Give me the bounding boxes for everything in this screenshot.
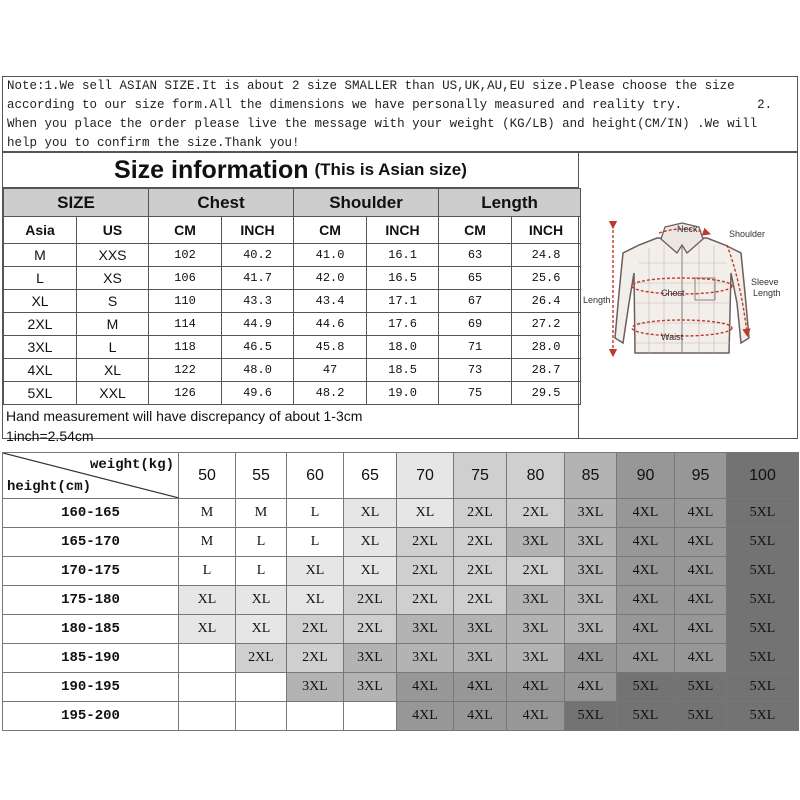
height-row <box>3 586 799 615</box>
size-recommendation-cell: 5XL <box>675 702 727 731</box>
size-recommendation-cell: 3XL <box>397 615 454 644</box>
size-recommendation-cell: XL <box>236 615 287 644</box>
size-cell: 118 <box>149 336 222 359</box>
size-note <box>2 76 798 152</box>
size-cell: 18.0 <box>367 336 439 359</box>
size-recommendation-cell: XL <box>344 528 397 557</box>
size-recommendation-cell: L <box>287 528 344 557</box>
size-recommendation-cell: XL <box>287 586 344 615</box>
size-recommendation-cell: 4XL <box>507 702 565 731</box>
size-cell: 49.6 <box>222 382 294 405</box>
height-range: 190-195 <box>3 673 179 702</box>
size-recommendation-cell: 3XL <box>397 644 454 673</box>
weight-header-50: 50 <box>179 453 236 499</box>
size-recommendation-cell <box>179 644 236 673</box>
size-recommendation-cell: 2XL <box>507 557 565 586</box>
size-recommendation-cell: 3XL <box>454 644 507 673</box>
size-recommendation-cell: L <box>236 557 287 586</box>
size-recommendation-cell <box>236 702 287 731</box>
size-cell: 102 <box>149 244 222 267</box>
size-recommendation-cell: 3XL <box>565 586 617 615</box>
size-recommendation-cell: 3XL <box>507 644 565 673</box>
size-recommendation-cell: 4XL <box>397 702 454 731</box>
size-recommendation-cell: 4XL <box>617 615 675 644</box>
size-cell: 106 <box>149 267 222 290</box>
size-recommendation-cell <box>287 702 344 731</box>
size-recommendation-cell: 3XL <box>344 673 397 702</box>
height-range: 165-170 <box>3 528 179 557</box>
size-recommendation-cell: 4XL <box>617 586 675 615</box>
size-recommendation-cell: 2XL <box>344 586 397 615</box>
size-notes <box>3 405 578 447</box>
size-recommendation-cell: 4XL <box>675 528 727 557</box>
label-sleeve: Sleeve <box>751 277 779 287</box>
height-axis-label: height(cm) <box>7 479 92 495</box>
size-recommendation-cell: L <box>179 557 236 586</box>
size-recommendation-cell: 4XL <box>565 673 617 702</box>
size-cell: 29.5 <box>512 382 581 405</box>
size-recommendation-cell: 4XL <box>617 557 675 586</box>
size-recommendation-cell: 3XL <box>454 615 507 644</box>
size-recommendation-cell: 3XL <box>287 673 344 702</box>
size-recommendation-cell: XL <box>179 615 236 644</box>
size-recommendation-cell: L <box>236 528 287 557</box>
size-recommendation-cell: XL <box>344 499 397 528</box>
size-recommendation-cell: 2XL <box>344 615 397 644</box>
size-cell: 2XL <box>4 313 77 336</box>
size-cell: 44.9 <box>222 313 294 336</box>
size-recommendation-cell: 4XL <box>675 499 727 528</box>
size-recommendation-cell: 4XL <box>675 586 727 615</box>
size-recommendation-cell: 5XL <box>727 673 799 702</box>
weight-height-body <box>3 499 799 731</box>
size-cell: 3XL <box>4 336 77 359</box>
size-recommendation-cell: 4XL <box>397 673 454 702</box>
weight-header-70: 70 <box>397 453 454 499</box>
size-cell: 71 <box>439 336 512 359</box>
size-recommendation-cell: 2XL <box>454 499 507 528</box>
size-cell: M <box>77 313 149 336</box>
size-recommendation-cell: XL <box>397 499 454 528</box>
size-title-main: Size information <box>114 155 309 184</box>
size-recommendation-cell: 4XL <box>675 615 727 644</box>
size-recommendation-cell: 5XL <box>727 586 799 615</box>
weight-header-75: 75 <box>454 453 507 499</box>
size-recommendation-cell: 5XL <box>727 644 799 673</box>
size-recommendation-cell: 3XL <box>565 557 617 586</box>
height-row <box>3 673 799 702</box>
size-row <box>4 267 581 290</box>
size-recommendation-cell: 2XL <box>397 586 454 615</box>
subheader-6: CM <box>439 217 512 244</box>
size-recommendation-cell <box>344 702 397 731</box>
height-range: 170-175 <box>3 557 179 586</box>
size-cell: 17.6 <box>367 313 439 336</box>
weight-height-size-table <box>2 452 799 731</box>
size-cell: 19.0 <box>367 382 439 405</box>
size-row <box>4 382 581 405</box>
note-line-1: Note:1.We sell ASIAN SIZE.It is about 2 size SMALLER than US,UK,AU,EU size.Please choose the size <box>7 79 735 93</box>
size-cell: 73 <box>439 359 512 382</box>
size-cell: 67 <box>439 290 512 313</box>
label-shoulder: Shoulder <box>729 229 766 239</box>
note-line-4: help you to confirm the size.Thank you! <box>7 136 300 150</box>
size-cell: 43.3 <box>222 290 294 313</box>
size-cell: 114 <box>149 313 222 336</box>
size-cell: S <box>77 290 149 313</box>
size-recommendation-cell: 5XL <box>565 702 617 731</box>
size-row <box>4 336 581 359</box>
size-title <box>3 153 578 188</box>
subheader-4: CM <box>294 217 367 244</box>
size-cell: 41.0 <box>294 244 367 267</box>
weight-header-row <box>3 453 799 499</box>
height-range: 180-185 <box>3 615 179 644</box>
size-cell: 47 <box>294 359 367 382</box>
size-cell: 24.8 <box>512 244 581 267</box>
weight-header-60: 60 <box>287 453 344 499</box>
size-cell: 28.7 <box>512 359 581 382</box>
height-row <box>3 499 799 528</box>
label-waist: Waist <box>661 332 684 342</box>
size-recommendation-cell: 3XL <box>565 615 617 644</box>
shirt-measurement-illustration <box>579 152 798 439</box>
size-cell: 45.8 <box>294 336 367 359</box>
size-cell: 65 <box>439 267 512 290</box>
group-length: Length <box>439 189 581 217</box>
weight-axis-label: weight(kg) <box>89 457 174 473</box>
size-recommendation-cell: 3XL <box>565 499 617 528</box>
size-cell: 28.0 <box>512 336 581 359</box>
size-recommendation-cell: 5XL <box>727 702 799 731</box>
weight-header-100: 100 <box>727 453 799 499</box>
size-cell: XL <box>4 290 77 313</box>
group-size: SIZE <box>4 189 149 217</box>
size-cell: 42.0 <box>294 267 367 290</box>
size-cell: 27.2 <box>512 313 581 336</box>
size-recommendation-cell: 4XL <box>454 673 507 702</box>
size-recommendation-cell: 5XL <box>675 673 727 702</box>
size-recommendation-cell: 5XL <box>727 499 799 528</box>
size-recommendation-cell <box>236 673 287 702</box>
label-length: Length <box>583 295 611 305</box>
size-row <box>4 244 581 267</box>
height-row <box>3 557 799 586</box>
size-table <box>3 188 581 405</box>
size-recommendation-cell: 2XL <box>454 528 507 557</box>
size-recommendation-cell: 2XL <box>454 586 507 615</box>
size-cell: 4XL <box>4 359 77 382</box>
size-cell: XL <box>77 359 149 382</box>
size-cell: XS <box>77 267 149 290</box>
subheader-3: INCH <box>222 217 294 244</box>
size-row <box>4 290 581 313</box>
label-sleeve-length: Length <box>753 288 781 298</box>
size-cell: XXS <box>77 244 149 267</box>
size-recommendation-cell: 3XL <box>507 586 565 615</box>
shirt-drawing <box>579 153 797 438</box>
size-recommendation-cell: 2XL <box>507 499 565 528</box>
size-cell: 16.1 <box>367 244 439 267</box>
height-row <box>3 528 799 557</box>
label-chest: Chest <box>661 288 685 298</box>
size-cell: 43.4 <box>294 290 367 313</box>
group-chest: Chest <box>149 189 294 217</box>
size-recommendation-cell: 4XL <box>617 499 675 528</box>
size-row <box>4 359 581 382</box>
size-table-group-header <box>4 189 581 217</box>
size-recommendation-cell: 2XL <box>397 528 454 557</box>
height-range: 160-165 <box>3 499 179 528</box>
size-cell: 16.5 <box>367 267 439 290</box>
subheader-7: INCH <box>512 217 581 244</box>
note-line-3: When you place the order please live the message with your weight (KG/LB) and height(CM/IN) .We will <box>7 117 758 131</box>
size-recommendation-cell <box>179 702 236 731</box>
size-note-discrepancy: Hand measurement will have discrepancy of about 1-3cm <box>6 408 363 424</box>
size-recommendation-cell: 5XL <box>617 673 675 702</box>
size-cell: 17.1 <box>367 290 439 313</box>
size-cell: 122 <box>149 359 222 382</box>
height-row <box>3 644 799 673</box>
height-row <box>3 702 799 731</box>
size-recommendation-cell: 5XL <box>727 615 799 644</box>
size-recommendation-cell: 2XL <box>454 557 507 586</box>
size-recommendation-cell: 2XL <box>236 644 287 673</box>
size-recommendation-cell: XL <box>344 557 397 586</box>
size-cell: 48.2 <box>294 382 367 405</box>
size-cell: 69 <box>439 313 512 336</box>
size-cell: 63 <box>439 244 512 267</box>
weight-header-90: 90 <box>617 453 675 499</box>
size-cell: 25.6 <box>512 267 581 290</box>
size-recommendation-cell: M <box>236 499 287 528</box>
size-cell: 110 <box>149 290 222 313</box>
size-recommendation-cell: M <box>179 528 236 557</box>
weight-header-55: 55 <box>236 453 287 499</box>
size-cell: XXL <box>77 382 149 405</box>
height-row <box>3 615 799 644</box>
subheader-5: INCH <box>367 217 439 244</box>
size-cell: 5XL <box>4 382 77 405</box>
size-recommendation-cell: 2XL <box>397 557 454 586</box>
size-cell: L <box>4 267 77 290</box>
subheader-0: Asia <box>4 217 77 244</box>
size-cell: 75 <box>439 382 512 405</box>
size-recommendation-cell: 5XL <box>617 702 675 731</box>
size-table-subheader <box>4 217 581 244</box>
size-table-body <box>4 244 581 405</box>
size-recommendation-cell: 4XL <box>565 644 617 673</box>
size-title-sub: (This is Asian size) <box>314 160 467 179</box>
size-cell: 18.5 <box>367 359 439 382</box>
note-line-2: according to our size form.All the dimensions we have personally measured and reality try. 2. <box>7 98 773 112</box>
weight-header-65: 65 <box>344 453 397 499</box>
size-recommendation-cell: 3XL <box>507 528 565 557</box>
size-cell: 26.4 <box>512 290 581 313</box>
size-row <box>4 313 581 336</box>
size-recommendation-cell: M <box>179 499 236 528</box>
size-recommendation-cell: XL <box>236 586 287 615</box>
size-cell: L <box>77 336 149 359</box>
subheader-1: US <box>77 217 149 244</box>
size-recommendation-cell: 2XL <box>287 644 344 673</box>
size-recommendation-cell: 5XL <box>727 528 799 557</box>
size-recommendation-cell: 3XL <box>344 644 397 673</box>
height-range: 175-180 <box>3 586 179 615</box>
weight-header-95: 95 <box>675 453 727 499</box>
size-recommendation-cell: 4XL <box>617 528 675 557</box>
size-recommendation-cell: XL <box>179 586 236 615</box>
label-neck: Neck <box>677 224 698 234</box>
weight-header-85: 85 <box>565 453 617 499</box>
size-recommendation-cell: 4XL <box>454 702 507 731</box>
height-range: 195-200 <box>3 702 179 731</box>
size-cell: 41.7 <box>222 267 294 290</box>
size-recommendation-cell: 2XL <box>287 615 344 644</box>
size-recommendation-cell: 4XL <box>617 644 675 673</box>
size-cell: 40.2 <box>222 244 294 267</box>
size-cell: 48.0 <box>222 359 294 382</box>
size-recommendation-cell: 3XL <box>507 615 565 644</box>
size-cell: 126 <box>149 382 222 405</box>
size-recommendation-cell: 4XL <box>675 557 727 586</box>
size-recommendation-cell <box>179 673 236 702</box>
size-cell: M <box>4 244 77 267</box>
subheader-2: CM <box>149 217 222 244</box>
size-cell: 44.6 <box>294 313 367 336</box>
weight-header-80: 80 <box>507 453 565 499</box>
size-cell: 46.5 <box>222 336 294 359</box>
group-shoulder: Shoulder <box>294 189 439 217</box>
size-recommendation-cell: 3XL <box>565 528 617 557</box>
size-recommendation-cell: 4XL <box>675 644 727 673</box>
size-recommendation-cell: 4XL <box>507 673 565 702</box>
size-recommendation-cell: 5XL <box>727 557 799 586</box>
size-note-inch: 1inch=2.54cm <box>6 428 94 444</box>
size-information-panel <box>2 152 579 444</box>
size-recommendation-cell: L <box>287 499 344 528</box>
weight-height-corner <box>3 453 179 499</box>
height-range: 185-190 <box>3 644 179 673</box>
size-recommendation-cell: XL <box>287 557 344 586</box>
